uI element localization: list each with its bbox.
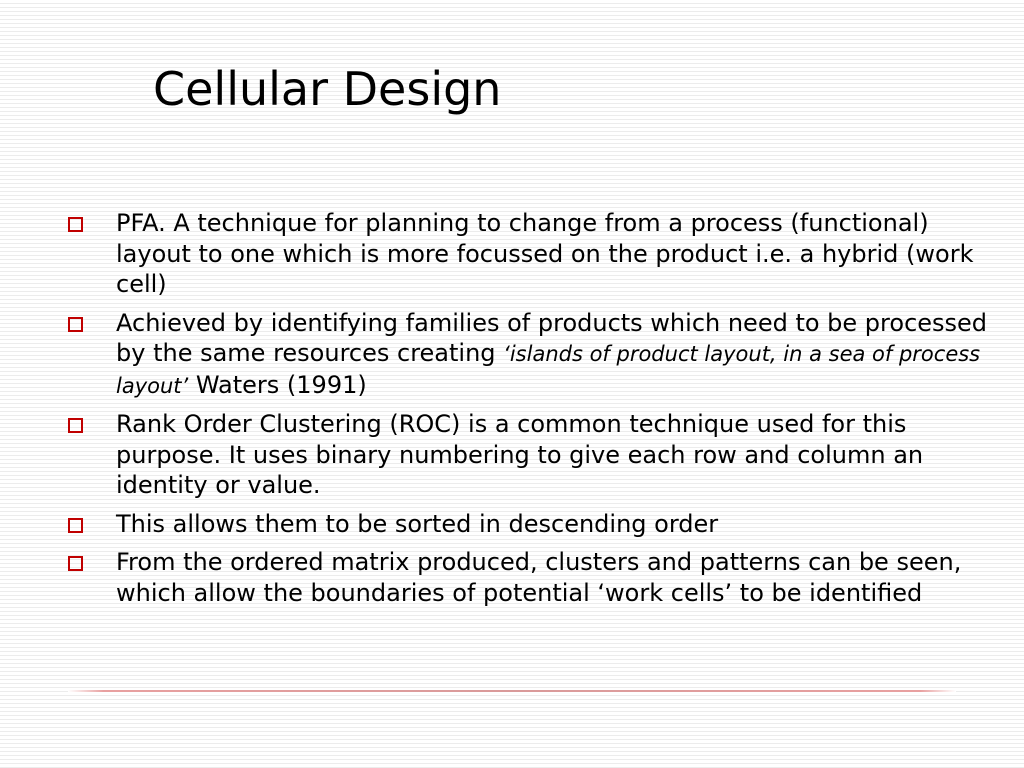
hollow-square-bullet-icon	[68, 556, 83, 571]
slide-title: Cellular Design	[153, 62, 502, 116]
bullet-text: Achieved by identifying families of products which need to be processed by the same resources creating	[116, 308, 988, 367]
bullet-item	[68, 409, 988, 501]
bullet-citation: Waters (1991)	[188, 370, 367, 399]
hollow-square-bullet-icon	[68, 518, 83, 533]
bullet-text: This allows them to be sorted in descending order	[116, 509, 719, 538]
bullet-text: From the ordered matrix produced, clusters and patterns can be seen, which allow the boundaries of potential ‘work cells’ to be identified	[116, 548, 962, 607]
bullet-quote: ‘islands of product layout, in a sea of process layout’	[116, 342, 981, 398]
bullet-item	[68, 547, 988, 608]
hollow-square-bullet-icon	[68, 418, 83, 433]
bullet-item	[68, 308, 988, 402]
footer-divider	[68, 690, 956, 692]
bullet-text: PFA. A technique for planning to change from a process (functional) layout to one which is more focussed on the product i.e. a hybrid (work cell)	[116, 209, 974, 298]
hollow-square-bullet-icon	[68, 217, 83, 232]
bullet-text: Rank Order Clustering (ROC) is a common technique used for this purpose. It uses binary numbering to give each row and column an identity or value.	[116, 410, 924, 499]
hollow-square-bullet-icon	[68, 317, 83, 332]
bullet-item	[68, 208, 988, 300]
bullet-item	[68, 509, 988, 540]
bullet-list	[68, 208, 988, 616]
